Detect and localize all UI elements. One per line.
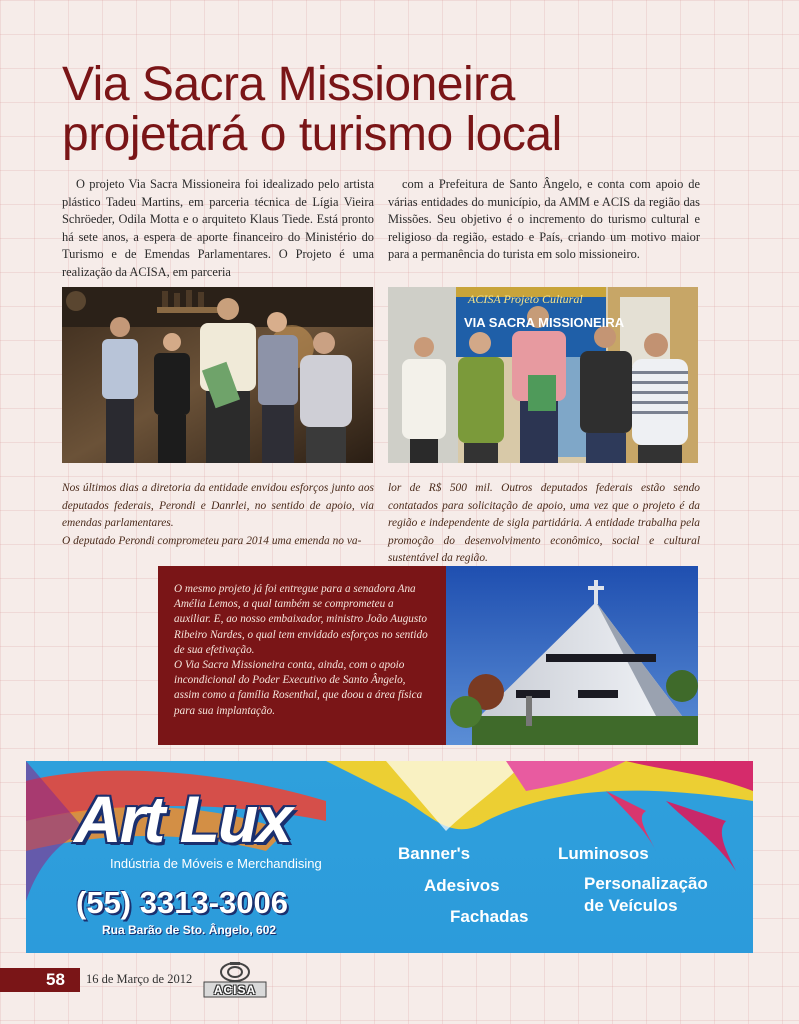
ad-service-fachadas: Fachadas <box>450 907 529 926</box>
banner-text-2: VIA SACRA MISSIONEIRA <box>464 315 625 330</box>
intro-column-right: com a Prefeitura de Santo Ângelo, e conta com apoio de várias entidades do município, da AMM e ACIS da região das Missões. Seu objetivo é o incremento do turismo cultural e religioso da região, estado e País, criando um motivo maior para a permanência do turista em solo missioneiro. <box>388 177 700 261</box>
banner-text-1: ACISA Projeto Cultural <box>468 292 583 306</box>
photo-group-banner <box>388 287 698 463</box>
caption-column-right: lor de R$ 500 mil. Outros deputados federais estão sendo contatados para solicitação de apoio, uma vez que o projeto é da região e independente de sigla partidária. A entidade trabalha pela promoção do desenvolvimento econômico, social e cultural sustentável da região. <box>388 482 700 565</box>
title-line-1: Via Sacra Missioneira <box>62 58 515 111</box>
highlight-paragraph-2: O Via Sacra Missioneira conta, ainda, com o apoio incondicional do Poder Executivo de Santo Ângelo, assim como a família Rosenthal, que doou a área física para sua implantação. <box>174 659 423 717</box>
ad-brand-logo: Art Lux <box>74 782 291 856</box>
caption-column-left <box>62 480 374 550</box>
title-line-2: projetará o turismo local <box>62 108 562 161</box>
ad-service-personalizacao: Personalização <box>584 874 708 893</box>
advertisement-art-lux <box>26 761 753 953</box>
ad-service-adesivos: Adesivos <box>424 876 500 895</box>
photo-church <box>446 566 698 745</box>
intro-column-left: O projeto Via Sacra Missioneira foi idealizado pelo artista plástico Tadeu Martins, em parceria técnica de Lígia Vieira Schröeder, Odila Motta e o arquiteto Klaus Tiede. Está pronto há sete anos, a espera de aporte financeiro do Ministério do Turismo e de Emendas Parlamentares. O Projeto é uma realização da ACISA, em parceria <box>62 177 374 279</box>
ad-service-luminosos: Luminosos <box>558 844 649 863</box>
ad-phone: (55) 3313-3006 <box>76 885 288 920</box>
ad-service-banners: Banner's <box>398 844 471 863</box>
caption-left-paragraph-1: Nos últimos dias a diretoria da entidade envidou esforços junto aos deputados federais, Perondi e Danrlei, no sentido de apoio, via emendas parlamentares. <box>62 482 374 530</box>
photo-group-indoor <box>62 287 373 463</box>
caption-left-paragraph-2: O deputado Perondi comprometeu para 2014 uma emenda no va- <box>62 534 362 547</box>
highlight-box <box>158 566 446 745</box>
ad-address: Rua Barão de Sto. Ângelo, 602 <box>102 923 277 937</box>
ad-tagline: Indústria de Móveis e Merchandising <box>110 856 322 871</box>
page-number-bar <box>0 968 80 992</box>
issue-date: 16 de Março de 2012 <box>86 972 193 986</box>
acisa-logo-text: ACISA <box>213 983 257 997</box>
ad-service-veiculos: de Veículos <box>584 896 678 915</box>
highlight-paragraph-1: O mesmo projeto já foi entregue para a senadora Ana Amélia Lemos, a qual também se comprometeu a auxiliar. E, ao nosso embaixador, ministro João Augusto Ribeiro Nardes, o qual tem envidado esforços no sentido de sua efetivação. <box>174 583 428 656</box>
page-number: 58 <box>46 970 65 989</box>
article-title <box>62 60 762 160</box>
